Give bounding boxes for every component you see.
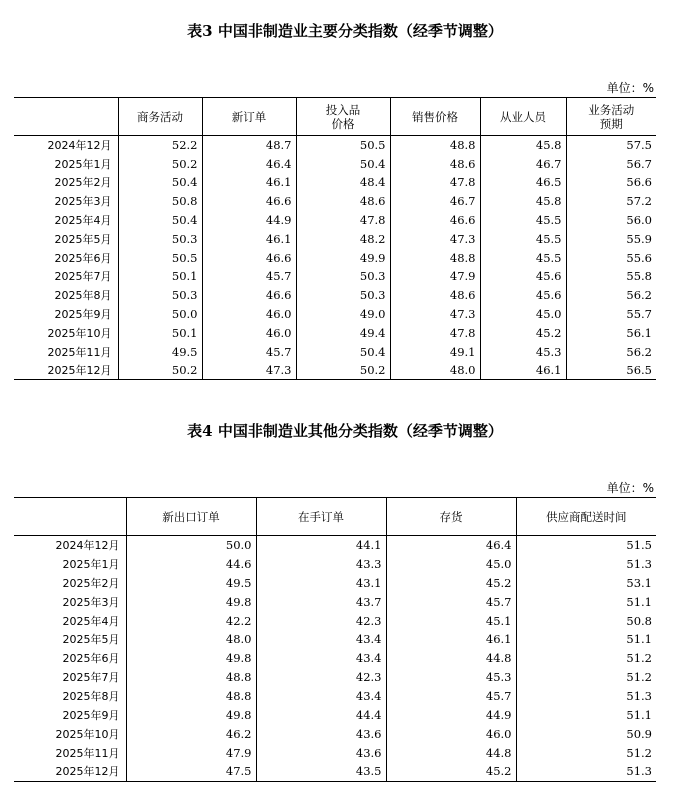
row-label: 2024年12月 [55, 539, 120, 553]
table-cell: 49.8 [126, 592, 256, 611]
table-cell: 50.3 [296, 286, 390, 305]
table3 [14, 97, 656, 380]
table-cell: 48.8 [126, 668, 256, 687]
table-cell: 46.4 [386, 536, 516, 555]
expectations-line2: 预期 [599, 116, 623, 131]
table-cell: 50.2 [296, 361, 390, 380]
table-cell: 44.8 [386, 743, 516, 762]
table-cell: 47.9 [390, 267, 480, 286]
table-cell: 43.6 [256, 743, 386, 762]
row-label: 2025年11月 [55, 746, 120, 760]
table-cell: 44.4 [256, 706, 386, 725]
table-cell: 43.7 [256, 592, 386, 611]
table-cell: 48.7 [202, 136, 296, 155]
table3-header-new-orders: 新订单 [202, 98, 296, 136]
table-cell: 50.4 [296, 154, 390, 173]
table-cell: 51.3 [516, 762, 656, 781]
table3-header-business-activity: 商务活动 [118, 98, 202, 136]
table-row [14, 706, 656, 725]
table-cell: 45.5 [480, 248, 566, 267]
row-label: 2025年3月 [62, 595, 120, 609]
table-cell: 49.5 [126, 573, 256, 592]
table-cell: 48.2 [296, 229, 390, 248]
table-cell: 51.1 [516, 592, 656, 611]
row-label: 2025年12月 [55, 765, 120, 779]
table-row [14, 323, 656, 342]
table4-header-new-export-orders: 新出口订单 [126, 498, 256, 536]
table-row [14, 668, 656, 687]
table-cell: 51.5 [516, 536, 656, 555]
row-label: 2025年5月 [62, 633, 120, 647]
table-cell: 45.5 [480, 229, 566, 248]
table-cell: 46.6 [390, 211, 480, 230]
table-cell: 46.7 [480, 154, 566, 173]
table4-title: 表4 中国非制造业其他分类指数（经季节调整） [187, 422, 503, 440]
table-cell: 48.6 [296, 192, 390, 211]
table-cell: 48.6 [390, 154, 480, 173]
table-cell: 50.1 [118, 323, 202, 342]
table-row [14, 192, 656, 211]
table-row [14, 154, 656, 173]
table-cell: 45.8 [480, 192, 566, 211]
table-cell: 51.3 [516, 687, 656, 706]
table-cell: 42.2 [126, 611, 256, 630]
table-cell: 45.7 [202, 267, 296, 286]
table-cell: 45.6 [480, 267, 566, 286]
table-cell: 45.7 [386, 687, 516, 706]
table-cell: 47.3 [390, 229, 480, 248]
table4-header-row [14, 498, 656, 536]
table-cell: 44.8 [386, 649, 516, 668]
table-cell: 57.5 [566, 136, 656, 155]
row-label: 2024年12月 [47, 139, 112, 153]
table-cell: 42.3 [256, 668, 386, 687]
table-cell: 43.3 [256, 554, 386, 573]
table-cell: 45.2 [480, 323, 566, 342]
table-cell: 56.7 [566, 154, 656, 173]
table-cell: 43.1 [256, 573, 386, 592]
table-cell: 56.2 [566, 286, 656, 305]
table-cell: 46.0 [202, 305, 296, 324]
row-label: 2025年4月 [62, 614, 120, 628]
table4-unit: 单位：% [606, 481, 654, 495]
table-cell: 50.8 [118, 192, 202, 211]
table-cell: 50.4 [118, 173, 202, 192]
table-cell: 49.8 [126, 706, 256, 725]
table3-header-corner [14, 98, 118, 136]
table-cell: 45.3 [480, 342, 566, 361]
table-cell: 48.4 [296, 173, 390, 192]
table-cell: 47.8 [390, 173, 480, 192]
table-cell: 48.6 [390, 286, 480, 305]
table3-header-row [14, 98, 656, 136]
table-cell: 46.4 [202, 154, 296, 173]
table-cell: 44.9 [202, 211, 296, 230]
table-cell: 47.5 [126, 762, 256, 781]
table-cell: 48.8 [126, 687, 256, 706]
row-label: 2025年9月 [54, 308, 112, 322]
table4-header-corner [14, 498, 126, 536]
table-cell: 50.1 [118, 267, 202, 286]
table-cell: 49.9 [296, 248, 390, 267]
table-cell: 46.6 [202, 192, 296, 211]
table-cell: 50.4 [118, 211, 202, 230]
row-label: 2025年6月 [62, 652, 120, 666]
table-cell: 49.8 [126, 649, 256, 668]
row-label: 2025年8月 [54, 289, 112, 303]
table-cell: 55.6 [566, 248, 656, 267]
table4 [14, 497, 656, 782]
table-cell: 46.6 [202, 248, 296, 267]
table3-unit: 单位：% [606, 81, 654, 95]
table-row [14, 762, 656, 781]
table-cell: 56.6 [566, 173, 656, 192]
table-cell: 45.6 [480, 286, 566, 305]
table-cell: 46.6 [202, 286, 296, 305]
table-cell: 43.4 [256, 630, 386, 649]
table-cell: 47.9 [126, 743, 256, 762]
table-row [14, 173, 656, 192]
table-cell: 45.1 [386, 611, 516, 630]
table-cell: 49.0 [296, 305, 390, 324]
table-cell: 49.1 [390, 342, 480, 361]
table-row [14, 342, 656, 361]
table-cell: 44.1 [256, 536, 386, 555]
table-row [14, 286, 656, 305]
row-label: 2025年9月 [62, 708, 120, 722]
table-cell: 46.2 [126, 724, 256, 743]
table-cell: 50.8 [516, 611, 656, 630]
table-cell: 48.0 [126, 630, 256, 649]
table-cell: 51.2 [516, 743, 656, 762]
row-label: 2025年11月 [47, 345, 112, 359]
table-row [14, 592, 656, 611]
input-prices-line1: 投入品 [325, 102, 361, 117]
row-label: 2025年3月 [54, 195, 112, 209]
row-label: 2025年10月 [55, 727, 120, 741]
table3-title: 表3 中国非制造业主要分类指数（经季节调整） [187, 22, 503, 40]
table-cell: 50.9 [516, 724, 656, 743]
table-cell: 56.1 [566, 323, 656, 342]
table-row [14, 536, 656, 555]
table-row [14, 211, 656, 230]
table-cell: 55.8 [566, 267, 656, 286]
table-cell: 46.7 [390, 192, 480, 211]
table-cell: 45.8 [480, 136, 566, 155]
input-prices-line2: 价格 [331, 116, 355, 131]
row-label: 2025年10月 [47, 326, 112, 340]
table-row [14, 611, 656, 630]
table-cell: 45.2 [386, 573, 516, 592]
table-cell: 50.2 [118, 154, 202, 173]
table-row [14, 743, 656, 762]
row-label: 2025年1月 [62, 557, 120, 571]
row-label: 2025年5月 [54, 232, 112, 246]
table4-header-inventory: 存货 [386, 498, 516, 536]
table3-header-employment: 从业人员 [480, 98, 566, 136]
table-cell: 46.1 [202, 173, 296, 192]
table-cell: 43.5 [256, 762, 386, 781]
table-cell: 50.3 [296, 267, 390, 286]
table-cell: 44.9 [386, 706, 516, 725]
table-cell: 50.3 [118, 286, 202, 305]
table-cell: 48.8 [390, 248, 480, 267]
table-cell: 46.0 [202, 323, 296, 342]
table-cell: 45.5 [480, 211, 566, 230]
table-cell: 56.0 [566, 211, 656, 230]
table3-header-expectations [566, 98, 656, 136]
table-cell: 47.8 [390, 323, 480, 342]
table-cell: 45.7 [202, 342, 296, 361]
table4-body [14, 536, 656, 782]
table-cell: 43.4 [256, 687, 386, 706]
table-cell: 45.7 [386, 592, 516, 611]
table-cell: 44.6 [126, 554, 256, 573]
table-cell: 46.1 [480, 361, 566, 380]
table-cell: 43.4 [256, 649, 386, 668]
table-cell: 52.2 [118, 136, 202, 155]
table-cell: 48.0 [390, 361, 480, 380]
table-row [14, 687, 656, 706]
table-cell: 50.0 [118, 305, 202, 324]
table-cell: 46.1 [386, 630, 516, 649]
row-label: 2025年6月 [54, 251, 112, 265]
table-row [14, 649, 656, 668]
table-row [14, 136, 656, 155]
table-row [14, 724, 656, 743]
table3-header-input-prices [296, 98, 390, 136]
table-cell: 56.5 [566, 361, 656, 380]
table-row [14, 630, 656, 649]
row-label: 2025年4月 [54, 214, 112, 228]
table-cell: 49.4 [296, 323, 390, 342]
table-cell: 56.2 [566, 342, 656, 361]
table-cell: 43.6 [256, 724, 386, 743]
table-cell: 47.3 [390, 305, 480, 324]
row-label: 2025年7月 [62, 671, 120, 685]
table4-header-supplier-delivery-time: 供应商配送时间 [516, 498, 656, 536]
table-cell: 51.2 [516, 649, 656, 668]
table-cell: 55.7 [566, 305, 656, 324]
row-label: 2025年8月 [62, 690, 120, 704]
row-label: 2025年1月 [54, 157, 112, 171]
table-cell: 49.5 [118, 342, 202, 361]
table-cell: 50.0 [126, 536, 256, 555]
table-cell: 45.2 [386, 762, 516, 781]
table-row [14, 573, 656, 592]
table4-header-backlog-orders: 在手订单 [256, 498, 386, 536]
table-cell: 45.3 [386, 668, 516, 687]
table-cell: 45.0 [386, 554, 516, 573]
table-cell: 50.2 [118, 361, 202, 380]
table-cell: 51.1 [516, 706, 656, 725]
table-cell: 46.1 [202, 229, 296, 248]
table-cell: 45.0 [480, 305, 566, 324]
table-cell: 48.8 [390, 136, 480, 155]
table-cell: 57.2 [566, 192, 656, 211]
table-cell: 51.1 [516, 630, 656, 649]
table-row [14, 361, 656, 380]
table3-body [14, 136, 656, 380]
table-cell: 51.2 [516, 668, 656, 687]
table-cell: 42.3 [256, 611, 386, 630]
table-cell: 46.0 [386, 724, 516, 743]
table-row [14, 267, 656, 286]
row-label: 2025年2月 [62, 576, 120, 590]
table-cell: 47.8 [296, 211, 390, 230]
expectations-line1: 业务活动 [588, 102, 635, 117]
table-cell: 51.3 [516, 554, 656, 573]
table-row [14, 229, 656, 248]
table-cell: 46.5 [480, 173, 566, 192]
table-cell: 55.9 [566, 229, 656, 248]
row-label: 2025年12月 [47, 364, 112, 378]
table-cell: 50.3 [118, 229, 202, 248]
table3-header-sales-prices: 销售价格 [390, 98, 480, 136]
table-row [14, 248, 656, 267]
row-label: 2025年7月 [54, 270, 112, 284]
table-cell: 50.4 [296, 342, 390, 361]
table-row [14, 554, 656, 573]
table-cell: 53.1 [516, 573, 656, 592]
table-row [14, 305, 656, 324]
table-cell: 50.5 [118, 248, 202, 267]
table-cell: 47.3 [202, 361, 296, 380]
row-label: 2025年2月 [54, 176, 112, 190]
table-cell: 50.5 [296, 136, 390, 155]
